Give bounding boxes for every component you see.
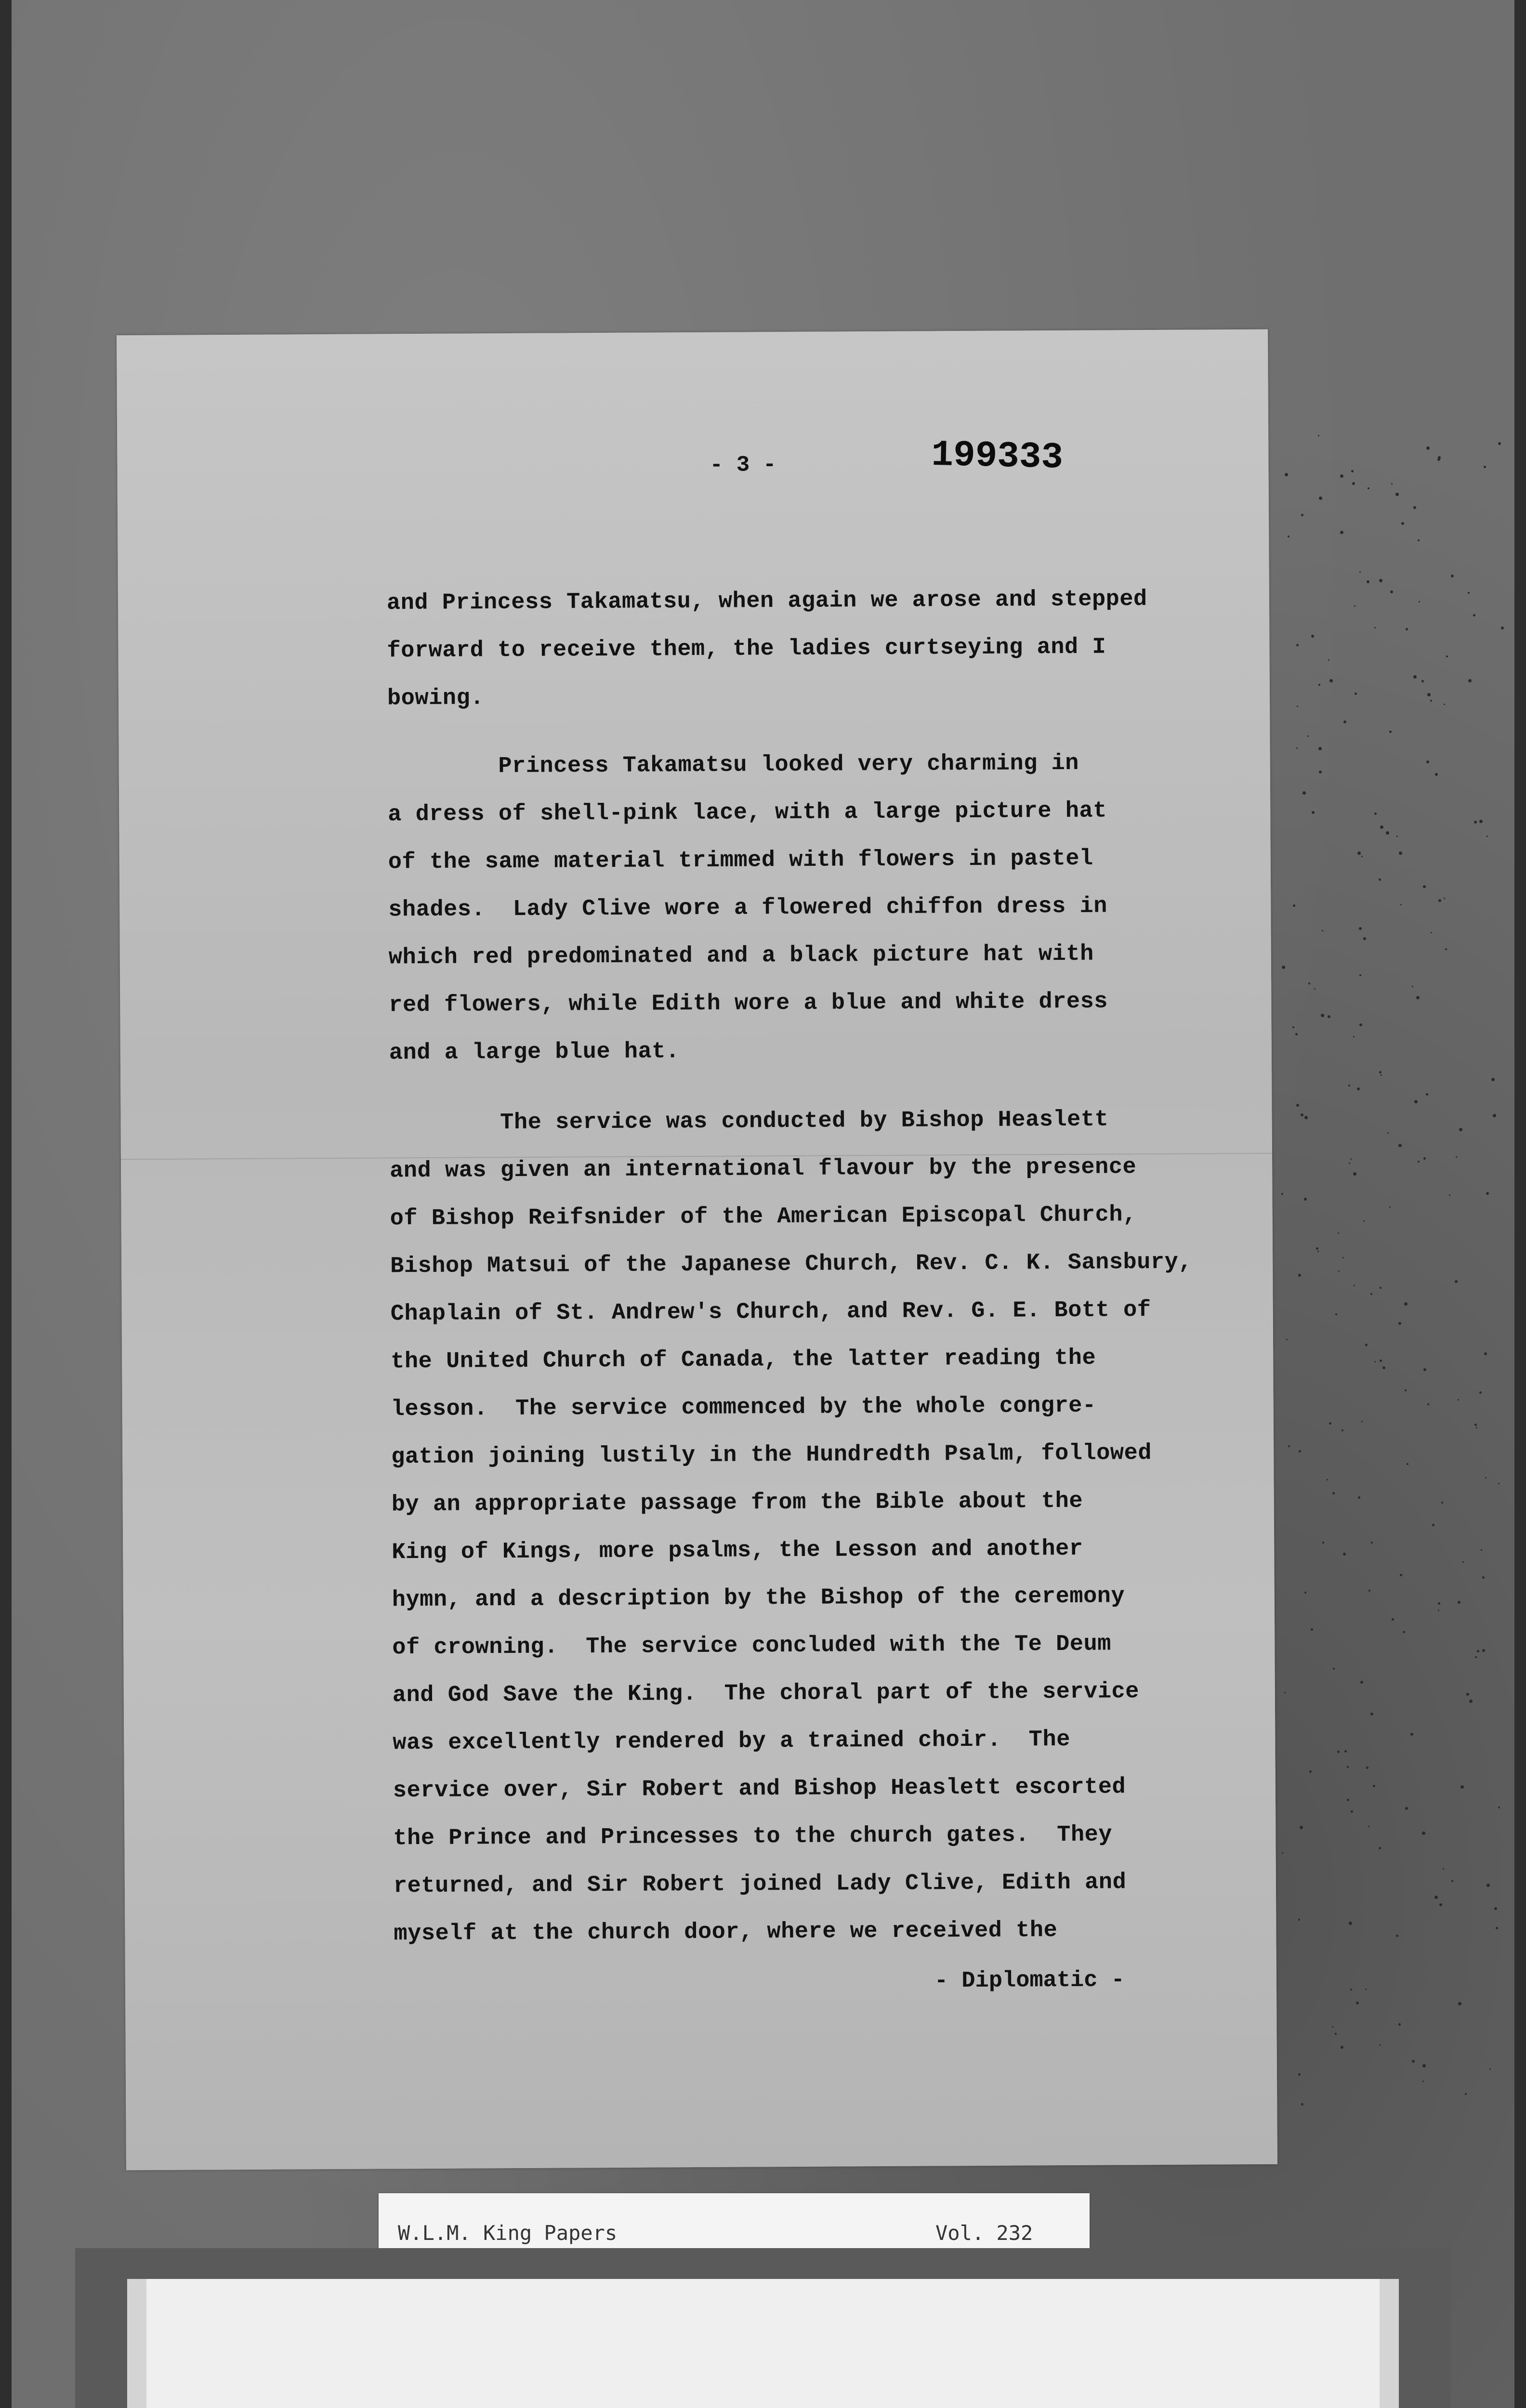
paragraph-3: The service was conducted by Bishop Heaslett and was given an international flavour by the presence of Bishop Reifsnider of the American Episcopal Church, Bishop Matsui of the Japanese Church, Rev. C. K. Sansbury, Chaplain of St. Andrew's Church, and Rev. G. E. Bott of the United Church of Canada, the latter reading the lesson. The service commenced by the whole congre- gation joining lustily in the Hundredth Psalm, followed by an appropriate passage from the Bible about the King of Kings, more psalms, the Lesson and another hymn, and a description by the Bishop of the ceremony of crowning. The service concluded with the Te Deum and God Save the King. The choral part of the service was excellently rendered by a trained choir. The service over, Sir Robert and Bishop Heaslett escorted the Prince and Princesses to the church gates. They returned, and Sir Robert joined Lady Clive, Edith and myself at the church door, where we received the (389, 1107, 1193, 1947)
film-speckle (1293, 904, 1295, 907)
film-speckle (1322, 930, 1323, 931)
film-speckle (1404, 1302, 1408, 1306)
film-speckle (1354, 1285, 1355, 1286)
film-speckle (1484, 466, 1486, 468)
film-speckle (1318, 684, 1320, 686)
film-speckle (1419, 601, 1420, 602)
film-speckle (1374, 627, 1376, 628)
film-speckle (1422, 2064, 1426, 2068)
document-number: 199333 (931, 434, 1064, 479)
film-speckle (1370, 1713, 1373, 1715)
film-speckle (1386, 831, 1389, 835)
film-speckle (1368, 487, 1369, 489)
film-speckle (1338, 1232, 1339, 1234)
film-speckle (1366, 1767, 1368, 1769)
film-speckle (1441, 1502, 1443, 1504)
film-speckle (1349, 1922, 1352, 1925)
film-speckle (1300, 1826, 1303, 1829)
film-speckle (1439, 1903, 1442, 1906)
film-speckle (1353, 1172, 1356, 1176)
film-speckle (1405, 1807, 1408, 1810)
film-speckle (1458, 1601, 1460, 1604)
film-speckle (1474, 821, 1477, 824)
film-speckle (1298, 2073, 1301, 2076)
film-speckle (1481, 1549, 1482, 1551)
film-speckle (1321, 1014, 1324, 1017)
film-speckle (1301, 2103, 1303, 2106)
film-speckle (1458, 2002, 1461, 2005)
film-speckle (1350, 1158, 1352, 1160)
film-speckle (1427, 1403, 1429, 1405)
film-speckle (1357, 851, 1361, 855)
film-speckle (1380, 1360, 1382, 1362)
film-speckle (1380, 825, 1383, 829)
film-speckle (1396, 836, 1398, 837)
film-speckle (1299, 1450, 1301, 1453)
film-speckle (1416, 996, 1420, 999)
film-speckle (1484, 1352, 1487, 1355)
film-speckle (1451, 1880, 1453, 1882)
film-speckle (1360, 1681, 1363, 1684)
film-speckle (1494, 1907, 1497, 1910)
film-speckle (1343, 1553, 1346, 1556)
film-speckle (1407, 1463, 1408, 1465)
film-speckle (1349, 1163, 1350, 1164)
film-speckle (1285, 473, 1288, 476)
film-speckle (1354, 605, 1355, 607)
film-speckle (1281, 1193, 1283, 1195)
film-speckle (1414, 1100, 1418, 1103)
film-speckle (1359, 974, 1361, 976)
film-speckle (1469, 1700, 1473, 1703)
film-speckle (1329, 1422, 1331, 1425)
film-speckle (1347, 1799, 1349, 1801)
film-speckle (1431, 932, 1432, 933)
film-speckle (1496, 1927, 1498, 1929)
film-speckle (1437, 458, 1440, 461)
film-speckle (1482, 1576, 1485, 1579)
film-speckle (1398, 1144, 1402, 1147)
film-speckle (1400, 1574, 1402, 1576)
film-speckle (1482, 1649, 1485, 1652)
film-speckle (1296, 747, 1298, 749)
film-speckle (1423, 885, 1426, 888)
film-speckle (1282, 966, 1285, 969)
film-speckle (1365, 1989, 1367, 1990)
film-speckle (1418, 1161, 1420, 1163)
film-speckle (1361, 1421, 1363, 1422)
film-speckle (1318, 435, 1319, 436)
film-speckle (1399, 851, 1402, 855)
film-speckle (1422, 1832, 1425, 1835)
film-speckle (1382, 1366, 1385, 1369)
film-speckle (1412, 986, 1413, 987)
film-speckle (1318, 747, 1322, 750)
film-speckle (1438, 899, 1441, 902)
film-speckle (1479, 820, 1483, 823)
film-speckle (1418, 539, 1420, 541)
film-speckle (1368, 1590, 1370, 1592)
film-speckle (1462, 1561, 1464, 1563)
film-speckle (1426, 760, 1429, 763)
film-speckle (1489, 2068, 1491, 2070)
film-speckle (1438, 1602, 1440, 1605)
film-speckle (1435, 773, 1438, 776)
film-speckle (1322, 1542, 1324, 1544)
film-speckle (1498, 442, 1501, 445)
film-speckle (1423, 1157, 1426, 1160)
film-speckle (1328, 1015, 1330, 1018)
film-speckle (1356, 2002, 1359, 2004)
film-speckle (1487, 1884, 1490, 1887)
film-speckle (1316, 1247, 1318, 1250)
film-speckle (1468, 679, 1472, 682)
collection-label: W.L.M. King Papers (398, 2221, 618, 2245)
film-speckle (1423, 1368, 1426, 1371)
film-speckle (1413, 506, 1416, 509)
film-speckle (1319, 771, 1322, 773)
film-speckle (1327, 1479, 1328, 1480)
film-speckle (1296, 1104, 1299, 1107)
film-speckle (1485, 1477, 1487, 1479)
archive-card-face (127, 2279, 1399, 2408)
film-speckle (1317, 1251, 1319, 1252)
film-speckle (1379, 878, 1381, 881)
film-speckle (1475, 1656, 1477, 1658)
film-speckle (1351, 470, 1354, 472)
film-speckle (1328, 659, 1329, 661)
film-speckle (1455, 1280, 1458, 1283)
film-speckle (1401, 522, 1404, 525)
film-speckle (1319, 497, 1322, 500)
film-speckle (1335, 2033, 1337, 2035)
film-speckle (1307, 735, 1309, 737)
film-speckle (1365, 1344, 1368, 1346)
film-speckle (1426, 446, 1430, 450)
film-speckle (1432, 1524, 1434, 1526)
film-speckle (1373, 1785, 1375, 1787)
film-speckle (1460, 1785, 1464, 1789)
film-speckle (1301, 514, 1303, 516)
film-speckle (1341, 2046, 1343, 2049)
film-speckle (1371, 1542, 1373, 1544)
film-speckle (1312, 811, 1315, 814)
volume-label: Vol. 232 (935, 2221, 1033, 2245)
film-speckle (1298, 1919, 1300, 1921)
film-speckle (1353, 1036, 1355, 1037)
film-speckle (1311, 1628, 1313, 1631)
film-speckle (1465, 2093, 1467, 2095)
film-speckle (1304, 1592, 1306, 1594)
card-edge-right (1380, 2279, 1399, 2408)
film-speckle (1491, 1078, 1495, 1081)
film-speckle (1400, 904, 1402, 905)
film-speckle (1456, 1156, 1457, 1158)
film-speckle (1379, 1847, 1381, 1849)
film-speckle (1348, 1085, 1350, 1086)
film-speckle (1302, 791, 1306, 795)
film-speckle (1438, 1610, 1439, 1611)
film-speckle (1351, 1810, 1353, 1813)
film-speckle (1359, 571, 1361, 573)
film-speckle (1449, 1194, 1450, 1196)
film-speckle (1381, 1074, 1382, 1076)
film-speckle (1444, 898, 1445, 899)
film-speckle (1458, 1399, 1459, 1400)
film-speckle (1340, 531, 1343, 534)
frame-edge-right (1514, 0, 1526, 2408)
film-speckle (1479, 1391, 1482, 1394)
film-speckle (1340, 474, 1343, 478)
film-speckle (1413, 675, 1417, 679)
film-speckle (1498, 1806, 1500, 1808)
film-speckle (1342, 1429, 1343, 1431)
film-speckle (1379, 1071, 1381, 1073)
film-speckle (1392, 1618, 1394, 1621)
typed-page (117, 329, 1277, 2170)
film-speckle (1368, 1826, 1369, 1827)
film-speckle (1405, 1389, 1407, 1391)
film-speckle (1309, 1770, 1312, 1773)
film-speckle (1443, 1868, 1444, 1870)
film-speckle (1446, 655, 1448, 657)
film-speckle (1398, 2023, 1401, 2026)
film-speckle (1396, 1935, 1398, 1937)
film-speckle (1410, 1733, 1413, 1736)
film-speckle (1374, 812, 1377, 815)
film-speckle (1395, 493, 1399, 496)
film-speckle (1304, 1116, 1308, 1119)
paragraph-1: and Princess Takamatsu, when again we arose and stepped forward to receive them, the ladies curtseying and I bowing. (386, 587, 1147, 712)
film-speckle (1342, 1257, 1344, 1258)
film-speckle (1422, 2081, 1424, 2082)
film-speckle (1477, 1650, 1479, 1652)
film-speckle (1445, 948, 1447, 950)
film-speckle (1314, 988, 1316, 990)
film-speckle (1344, 1750, 1347, 1753)
film-speckle (1498, 1483, 1500, 1484)
film-speckle (1282, 1852, 1283, 1854)
film-speckle (1459, 1128, 1462, 1131)
film-speckle (1380, 1287, 1381, 1289)
card-edge-left (127, 2279, 146, 2408)
paragraph-2: Princess Takamatsu looked very charming in a dress of shell-pink lace, with a large picture hat of the same material trimmed with flowers in pastel shades. Lady Clive wore a flowered chiffon dress in which red predominated and a black picture hat with red flowers, while Edith wore a blue and white dress and a large blue hat. (387, 750, 1108, 1066)
film-speckle (1296, 644, 1299, 646)
film-speckle (1387, 1132, 1389, 1134)
film-speckle (1338, 1270, 1340, 1272)
film-speckle (1361, 856, 1363, 857)
film-speckle (1501, 627, 1504, 629)
film-speckle (1308, 982, 1310, 984)
film-speckle (1332, 1492, 1335, 1494)
film-speckle (1421, 680, 1424, 682)
film-speckle (1333, 1668, 1335, 1670)
film-speckle (1311, 635, 1314, 638)
film-speckle (1297, 706, 1298, 707)
film-speckle (1389, 1206, 1391, 1208)
film-speckle (1374, 1361, 1376, 1362)
film-speckle (1444, 704, 1445, 705)
film-speckle (1343, 720, 1346, 723)
film-speckle (1286, 1339, 1288, 1340)
film-speckle (1335, 1313, 1337, 1315)
film-speckle (1474, 1424, 1477, 1426)
film-speckle (1451, 575, 1454, 577)
film-speckle (1295, 1033, 1298, 1035)
film-speckle (1347, 1766, 1349, 1768)
film-speckle (1486, 1192, 1489, 1195)
film-speckle (1357, 1087, 1360, 1090)
film-speckle (1352, 482, 1355, 485)
film-speckle (1363, 937, 1366, 940)
film-speckle (1473, 614, 1475, 616)
film-speckle (1398, 1322, 1401, 1325)
film-speckle (1379, 579, 1382, 582)
film-speckle (1434, 1896, 1438, 1899)
film-speckle (1487, 836, 1488, 837)
archive-card (75, 2248, 1451, 2408)
film-speckle (1329, 679, 1333, 682)
film-speckle (1288, 536, 1289, 537)
film-speckle (1301, 1113, 1303, 1116)
film-speckle (1355, 693, 1357, 695)
film-speckle (1427, 693, 1431, 696)
film-speckle (1493, 1114, 1496, 1117)
film-speckle (1304, 1198, 1307, 1201)
film-speckle (1380, 2044, 1381, 2046)
film-speckle (1337, 1751, 1340, 1753)
film-speckle (1466, 1693, 1469, 1696)
catchword: - Diplomatic - (934, 1967, 1125, 1994)
film-speckle (1358, 1496, 1360, 1499)
film-speckle (1332, 2026, 1333, 2028)
film-speckle (1390, 590, 1393, 593)
film-speckle (1363, 1220, 1365, 1222)
page-number: - 3 - (710, 452, 776, 478)
film-speckle (1406, 628, 1408, 630)
film-speckle (1359, 927, 1362, 930)
film-speckle (1391, 483, 1393, 484)
film-speckle (1370, 1293, 1372, 1295)
film-speckle (1292, 1026, 1294, 1028)
film-speckle (1298, 1274, 1301, 1277)
film-speckle (1288, 1445, 1290, 1447)
film-speckle (1426, 1093, 1428, 1096)
frame-edge-left (0, 0, 12, 2408)
film-speckle (1350, 1989, 1352, 1990)
film-speckle (1476, 1427, 1477, 1428)
film-speckle (1367, 580, 1369, 583)
film-speckle (1389, 731, 1392, 733)
film-speckle (1359, 1023, 1362, 1026)
film-speckle (1284, 1692, 1286, 1693)
film-speckle (1430, 700, 1432, 702)
film-speckle (1412, 2060, 1415, 2063)
film-speckle (1468, 592, 1470, 594)
